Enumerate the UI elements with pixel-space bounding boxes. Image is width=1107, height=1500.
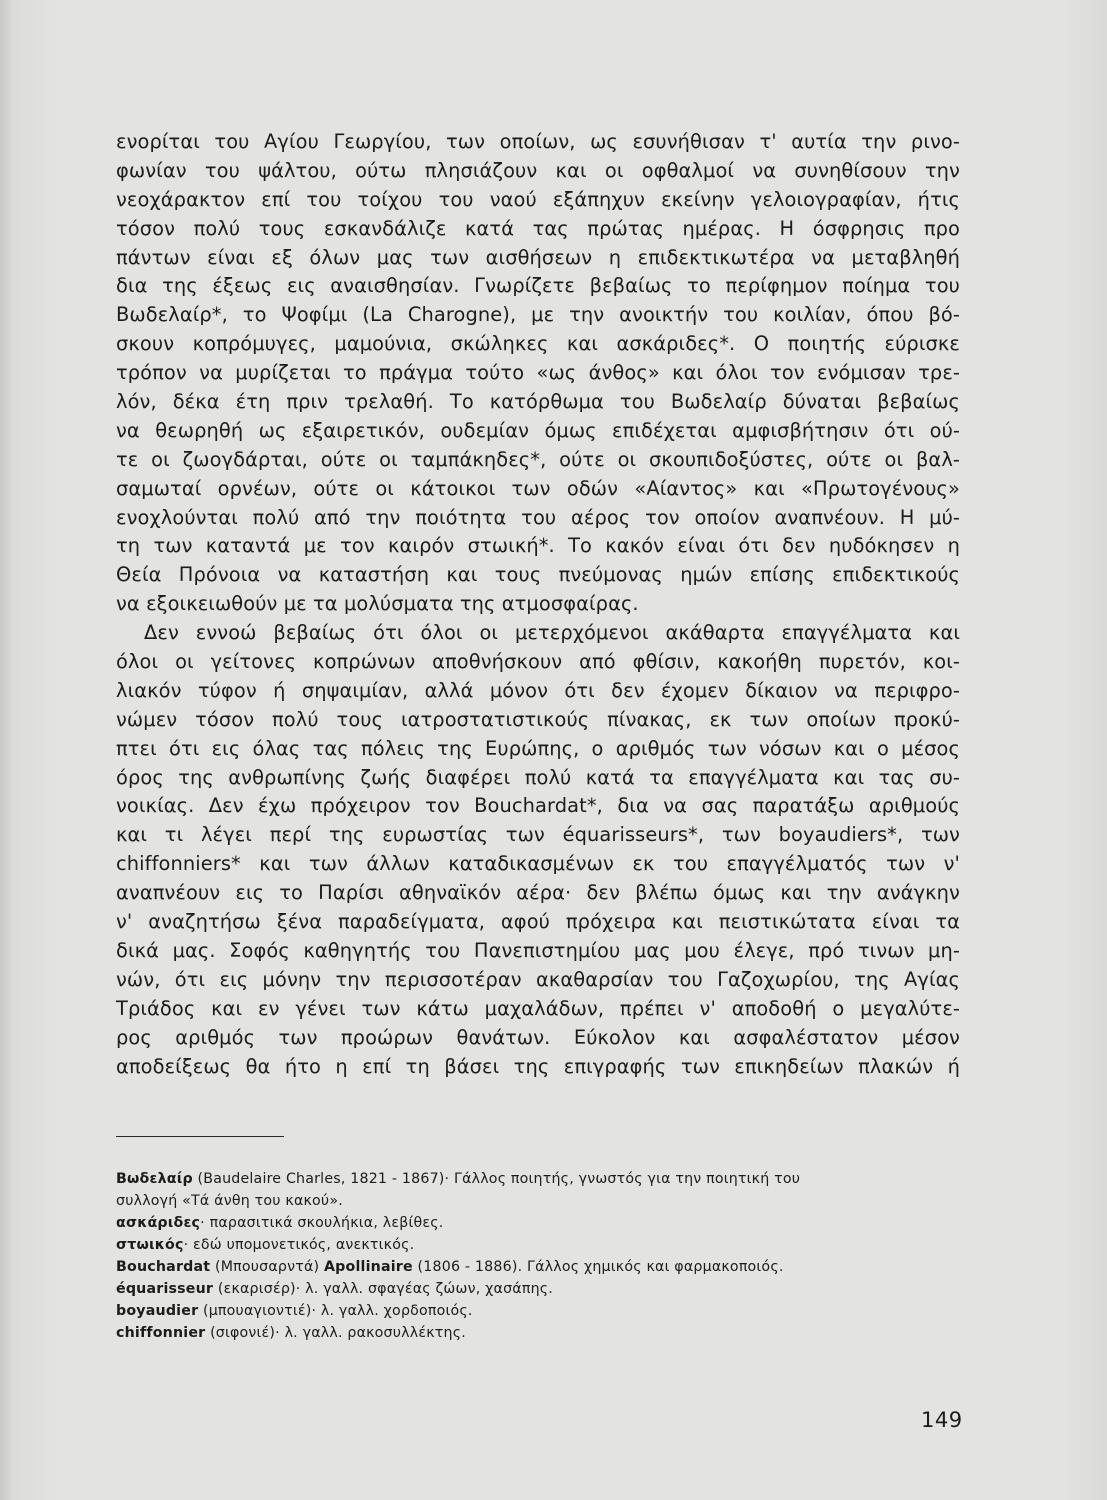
footnote-term: Βωδελαίρ	[116, 1171, 193, 1187]
footnote-term: boyaudier	[116, 1303, 199, 1319]
footnote-text: (Baudelaire Charles, 1821 - 1867)· Γάλλος ποιητής, γνωστός για την ποιητική του	[192, 1171, 801, 1187]
footnote-term: Apollinaire	[324, 1259, 413, 1275]
page-number: 149	[921, 1408, 963, 1432]
text-line: Δεν εννοώ βεβαίως ότι όλοι οι μετερχόμενοι ακάθαρτα επαγγέλματα και	[144, 621, 960, 645]
text-line: Βωδελαίρ*, το Ψοφίμι (La Charogne), με την ανοικτήν του κοιλίαν, όπου βό-	[116, 303, 960, 327]
text-line: σκουν κοπρόμυγες, μαμούνια, σκώληκες και ασκάριδες*. Ο ποιητής εύρισκε	[116, 332, 960, 356]
footnote	[116, 1256, 966, 1278]
footnotes	[116, 1168, 966, 1344]
text-line: και τι λέγει περί της ευρωστίας των équarisseurs*, των boyaudiers*, των	[116, 823, 960, 847]
text-line: φωνίαν του ψάλτου, ούτω πλησιάζουν και οι οφθαλμοί να συνηθίσουν την	[116, 158, 960, 182]
text-line: ν' αναζητήσω ξένα παραδείγματα, αφού πρόχειρα και πειστικώτατα είναι τα	[116, 910, 960, 934]
footnote-text: · εδώ υπομονετικός, ανεκτικός.	[183, 1237, 415, 1253]
text-line: πάντων είναι εξ όλων μας των αισθήσεων η επιδεκτικωτέρα να μεταβληθή	[116, 245, 960, 269]
footnote	[116, 1300, 966, 1322]
text-line: τε οι ζωογδάρται, ούτε οι ταμπάκηδες*, ούτε οι σκουπιδοξύστες, ούτε οι βαλ-	[116, 447, 960, 471]
footnote-term: ασκάριδες	[116, 1215, 201, 1231]
text-line: ενοχλούνται πολύ από την ποιότητα του αέρος τον οποίον αναπνέουν. Η μύ-	[116, 505, 960, 529]
text-line: λόν, δέκα έτη πριν τρελαθή. Το κατόρθωμα του Βωδελαίρ δύναται βεβαίως	[116, 390, 960, 414]
footnote	[116, 1212, 966, 1234]
text-line: Θεία Πρόνοια να καταστήση και τους πνεύμονας ημών επίσης επιδεκτικούς	[116, 563, 960, 587]
text-line: νοικίας. Δεν έχω πρόχειρον τον Bouchardat*, δια να σας παρατάξω αριθμούς	[116, 794, 960, 818]
text-line: να εξοικειωθούν με τα μολύσματα της ατμοσφαίρας.	[116, 592, 639, 616]
footnote	[116, 1190, 966, 1212]
text-line: τρόπον να μυρίζεται το πράγμα τούτο «ως άνθος» και όλοι τον ενόμισαν τρε-	[116, 361, 960, 385]
footnote-text: (Μπουσαρντά)	[210, 1259, 324, 1275]
text-line: ρος αριθμός των προώρων θανάτων. Εύκολον και ασφαλέστατον μέσον	[116, 1025, 960, 1049]
text-line: πτει ότι εις όλας τας πόλεις της Ευρώπης, ο αριθμός των νόσων και ο μέσος	[116, 736, 960, 760]
text-line: όλοι οι γείτονες κοπρώνων αποθνήσκουν από φθίσιν, κακοήθη πυρετόν, κοι-	[116, 650, 960, 674]
text-line: να θεωρηθή ως εξαιρετικόν, ουδεμίαν όμως επιδέχεται αμφισβήτησιν ότι ού-	[116, 418, 960, 442]
text-line: δικά μας. Σοφός καθηγητής του Πανεπιστημίου μας μου έλεγε, πρό τινων μη-	[116, 938, 960, 962]
text-line: Τριάδος και εν γένει των κάτω μαχαλάδων, πρέπει ν' αποδοθή ο μεγαλύτε-	[116, 996, 960, 1020]
footnote-term: Bouchardat	[116, 1259, 211, 1275]
text-line: ενορίται του Αγίου Γεωργίου, των οποίων, ως εσυνήθισαν τ' αυτία την ρινο-	[116, 130, 960, 153]
text-line: νεοχάρακτον επί του τοίχου του ναού εξάπηχυν εκείνην γελοιογραφίαν, ήτις	[116, 187, 960, 211]
footnote-separator	[116, 1136, 284, 1137]
text-line: λιακόν τύφον ή σηψαιμίαν, αλλά μόνον ότι δεν έχομεν δίκαιον να περιφρο-	[116, 678, 960, 702]
footnote	[116, 1322, 966, 1344]
main-text	[116, 128, 960, 1081]
text-line: νών, ότι εις μόνην την περισσοτέραν ακαθαρσίαν του Γαζοχωρίου, της Αγίας	[116, 967, 960, 991]
footnote	[116, 1168, 966, 1190]
footnote-text: συλλογή «Τά άνθη του κακού».	[116, 1193, 343, 1209]
text-line: chiffonniers* και των άλλων καταδικασμένων εκ του επαγγέλματός των ν'	[116, 852, 960, 876]
text-line: δια της έξεως εις αναισθησίαν. Γνωρίζετε βεβαίως το περίφημον ποίημα του	[116, 274, 960, 298]
text-line: αναπνέουν εις το Παρίσι αθηναϊκόν αέρα· δεν βλέπω όμως και την ανάγκην	[116, 881, 960, 905]
footnote-text: (μπουαγιοντιέ)· λ. γαλλ. χορδοποιός.	[198, 1303, 473, 1319]
footnote-term: chiffonnier	[116, 1325, 206, 1341]
text-line: τη των καταντά με τον καιρόν στωική*. Το κακόν είναι ότι δεν ηυδόκησεν η	[116, 534, 960, 558]
footnote-text: (1806 - 1886). Γάλλος χημικός και φαρμακοποιός.	[412, 1259, 784, 1275]
text-line: σαμωταί ορνέων, ούτε οι κάτοικοι των οδών «Αίαντος» και «Πρωτογένους»	[116, 476, 960, 500]
text-line: νώμεν τόσον πολύ τους ιατροστατιστικούς πίνακας, εκ των οποίων προκύ-	[116, 707, 960, 731]
footnote-term: équarisseur	[116, 1281, 214, 1297]
footnote-text: (σιφονιέ)· λ. γαλλ. ρακοσυλλέκτης.	[205, 1325, 466, 1341]
footnote-term: στωικός	[116, 1237, 184, 1253]
text-line: όρος της ανθρωπίνης ζωής διαφέρει πολύ κατά τα επαγγέλματα και τας συ-	[116, 765, 960, 789]
footnote	[116, 1278, 966, 1300]
footnote-text: · παρασιτικά σκουλήκια, λεβίθες.	[200, 1215, 444, 1231]
text-line: τόσον πολύ τους εσκανδάλιζε κατά τας πρώτας ημέρας. Η όσφρησις προ	[116, 216, 960, 240]
footnote-text: (εκαρισέρ)· λ. γαλλ. σφαγέας ζώων, χασάπης.	[213, 1281, 553, 1297]
footnote	[116, 1234, 966, 1256]
text-line: αποδείξεως θα ήτο η επί τη βάσει της επιγραφής των επικηδείων πλακών ή	[116, 1054, 960, 1078]
